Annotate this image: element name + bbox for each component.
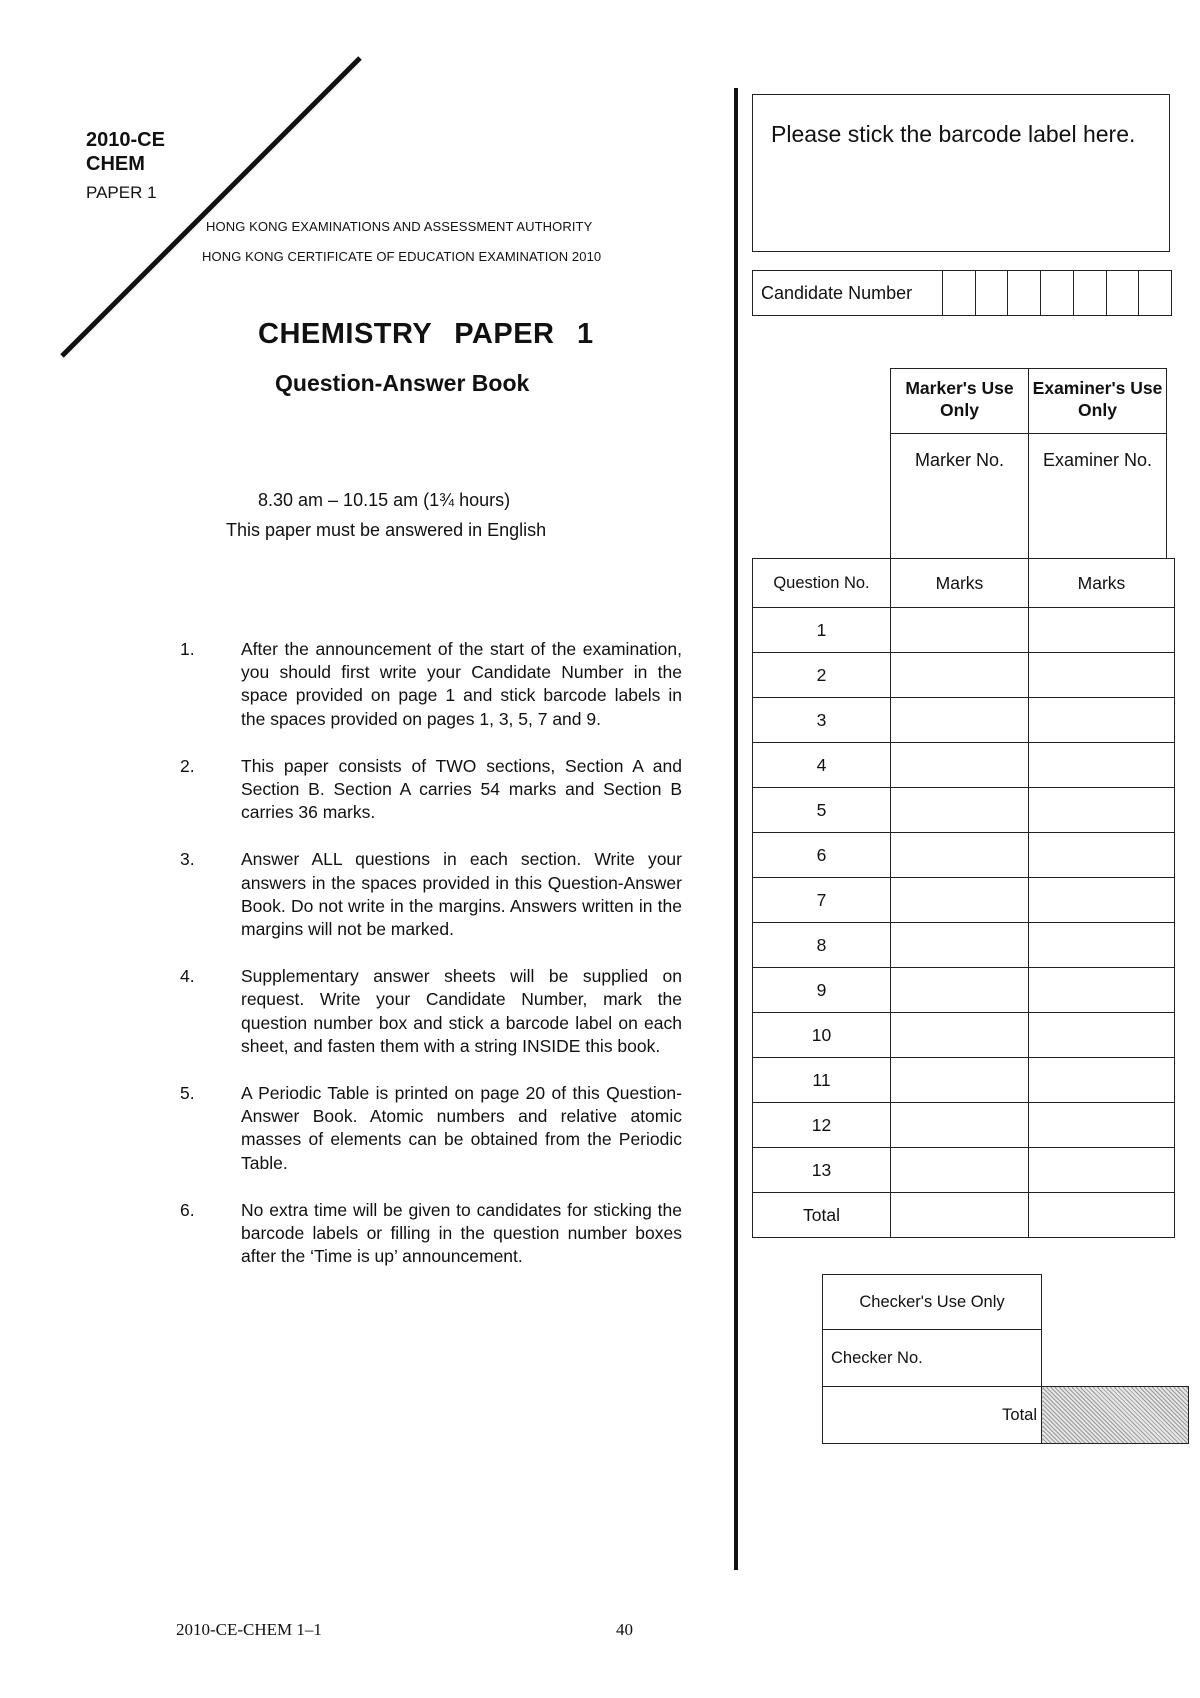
table-row	[753, 1058, 1175, 1103]
question-number: 8	[753, 923, 891, 968]
instruction-text: A Periodic Table is printed on page 20 of this Question-Answer Book. Atomic numbers and relative atomic masses of elements can be obtained from the Periodic Table.	[241, 1083, 682, 1173]
marker-marks-cell[interactable]	[891, 788, 1029, 833]
candidate-number-digit-box[interactable]	[1041, 271, 1074, 315]
question-number: 6	[753, 833, 891, 878]
exam-name: HONG KONG CERTIFICATE OF EDUCATION EXAMINATION 2010	[202, 249, 602, 264]
marker-marks-cell[interactable]	[891, 608, 1029, 653]
examiner-marks-cell[interactable]	[1029, 653, 1175, 698]
marker-marks-header: Marks	[891, 559, 1029, 608]
candidate-number-digit-box[interactable]	[1008, 271, 1041, 315]
examiner-marks-cell[interactable]	[1029, 923, 1175, 968]
footer-paper-code: 2010-CE-CHEM 1–1	[176, 1620, 322, 1639]
page-title: CHEMISTRY PAPER 1	[258, 318, 594, 350]
marker-marks-cell[interactable]	[891, 1103, 1029, 1148]
instruction-text: After the announcement of the start of the examination, you should first write your Candidate Number in the space provided on page 1 and stick barcode labels in the spaces provided on pages 1, 3, 5, 7 and 9.	[241, 639, 682, 729]
table-row	[753, 1013, 1175, 1058]
instruction-item	[180, 1082, 682, 1175]
candidate-number-digit-box[interactable]	[1074, 271, 1107, 315]
instruction-item	[180, 848, 682, 941]
exam-code-year: 2010-CE	[86, 129, 165, 151]
examiner-marks-cell[interactable]	[1029, 1058, 1175, 1103]
table-row	[753, 698, 1175, 743]
examiner-marks-cell[interactable]	[1029, 698, 1175, 743]
markers-use-only-header: Marker's Use Only	[891, 369, 1029, 434]
marker-marks-cell[interactable]	[891, 653, 1029, 698]
marker-total-cell[interactable]	[891, 1193, 1029, 1238]
page-subtitle: Question-Answer Book	[275, 370, 530, 396]
question-number: 2	[753, 653, 891, 698]
question-number: 10	[753, 1013, 891, 1058]
total-label: Total	[753, 1193, 891, 1238]
instruction-item	[180, 965, 682, 1058]
examiners-use-only-header: Examiner's Use Only	[1029, 369, 1167, 434]
marker-marks-cell[interactable]	[891, 1058, 1029, 1103]
checker-no-cell[interactable]: Checker No.	[823, 1330, 1042, 1387]
marker-marks-cell[interactable]	[891, 743, 1029, 788]
examiner-total-cell[interactable]	[1029, 1193, 1175, 1238]
table-row	[753, 833, 1175, 878]
marker-examiner-table	[890, 368, 1167, 559]
checker-total-label: Total	[823, 1387, 1042, 1444]
candidate-number-label: Candidate Number	[753, 271, 943, 315]
marker-marks-cell[interactable]	[891, 1013, 1029, 1058]
checker-total-shaded-cell	[1042, 1387, 1189, 1444]
question-number: 7	[753, 878, 891, 923]
examiner-marks-cell[interactable]	[1029, 1103, 1175, 1148]
candidate-number-digit-box[interactable]	[943, 271, 976, 315]
table-row	[753, 743, 1175, 788]
examiner-marks-cell[interactable]	[1029, 788, 1175, 833]
checkers-use-only-header: Checker's Use Only	[823, 1275, 1042, 1330]
examiner-marks-cell[interactable]	[1029, 968, 1175, 1013]
instruction-text: Supplementary answer sheets will be supplied on request. Write your Candidate Number, mark the question number box and stick a barcode label on each sheet, and fasten them with a string INSIDE this book.	[241, 966, 682, 1056]
marker-marks-cell[interactable]	[891, 968, 1029, 1013]
column-divider	[734, 88, 738, 1570]
marker-marks-cell[interactable]	[891, 698, 1029, 743]
total-row	[753, 1193, 1175, 1238]
candidate-number-digit-box[interactable]	[1107, 271, 1140, 315]
examiner-marks-cell[interactable]	[1029, 878, 1175, 923]
instructions-list	[180, 638, 682, 1292]
instruction-text: Answer ALL questions in each section. Write your answers in the spaces provided in this Question-Answer Book. Do not write in the margins. Answers written in the margins will not be marked.	[241, 849, 682, 940]
candidate-number-box	[752, 270, 1172, 316]
question-number: 1	[753, 608, 891, 653]
instruction-item	[180, 1199, 682, 1269]
instruction-item	[180, 638, 682, 731]
question-number: 13	[753, 1148, 891, 1193]
table-row	[753, 1103, 1175, 1148]
marks-table	[752, 558, 1175, 1238]
marker-marks-cell[interactable]	[891, 923, 1029, 968]
table-row	[753, 923, 1175, 968]
instruction-number: 6.	[180, 1199, 195, 1220]
instruction-number: 3.	[180, 849, 195, 870]
exam-code-subject: CHEM	[86, 153, 145, 175]
examiner-marks-cell[interactable]	[1029, 1148, 1175, 1193]
instruction-number: 2.	[180, 755, 195, 776]
instruction-text: This paper consists of TWO sections, Section A and Section B. Section A carries 54 marks and Section B carries 36 marks.	[241, 755, 682, 823]
examiner-marks-cell[interactable]	[1029, 833, 1175, 878]
examiner-no-cell[interactable]: Examiner No.	[1029, 434, 1167, 559]
examiner-marks-cell[interactable]	[1029, 743, 1175, 788]
marker-marks-cell[interactable]	[891, 833, 1029, 878]
table-row	[753, 608, 1175, 653]
question-number: 5	[753, 788, 891, 833]
question-number: 12	[753, 1103, 891, 1148]
table-row	[753, 653, 1175, 698]
barcode-label-instruction: Please stick the barcode label here.	[771, 121, 1136, 147]
instruction-item	[180, 755, 682, 825]
instruction-text: No extra time will be given to candidates for sticking the barcode labels or filling in the question number boxes after the ‘Time is up’ announcement.	[241, 1199, 682, 1267]
table-row	[753, 788, 1175, 833]
marker-marks-cell[interactable]	[891, 1148, 1029, 1193]
authority-name: HONG KONG EXAMINATIONS AND ASSESSMENT AUTHORITY	[206, 219, 593, 234]
instruction-number: 4.	[180, 966, 195, 987]
exam-code-paper: PAPER 1	[86, 183, 157, 202]
table-row	[753, 1148, 1175, 1193]
footer-page-number: 40	[616, 1620, 633, 1639]
barcode-label-area[interactable]	[752, 94, 1170, 252]
question-no-header: Question No.	[753, 559, 891, 608]
question-number: 9	[753, 968, 891, 1013]
marker-marks-cell[interactable]	[891, 878, 1029, 923]
checker-table	[822, 1274, 1189, 1444]
examiner-marks-cell[interactable]	[1029, 608, 1175, 653]
question-number: 3	[753, 698, 891, 743]
question-number: 4	[753, 743, 891, 788]
examiner-marks-header: Marks	[1029, 559, 1175, 608]
exam-language-note: This paper must be answered in English	[226, 520, 547, 540]
instruction-number: 1.	[180, 639, 195, 659]
table-row	[753, 968, 1175, 1013]
marker-no-cell[interactable]: Marker No.	[891, 434, 1029, 559]
examiner-marks-cell[interactable]	[1029, 1013, 1175, 1058]
instruction-number: 5.	[180, 1083, 195, 1104]
exam-time: 8.30 am – 10.15 am (1¾ hours)	[258, 490, 511, 510]
table-row	[753, 878, 1175, 923]
exam-code-block	[86, 128, 165, 206]
question-number: 11	[753, 1058, 891, 1103]
candidate-number-digit-box[interactable]	[976, 271, 1009, 315]
candidate-number-digit-box[interactable]	[1139, 271, 1171, 315]
